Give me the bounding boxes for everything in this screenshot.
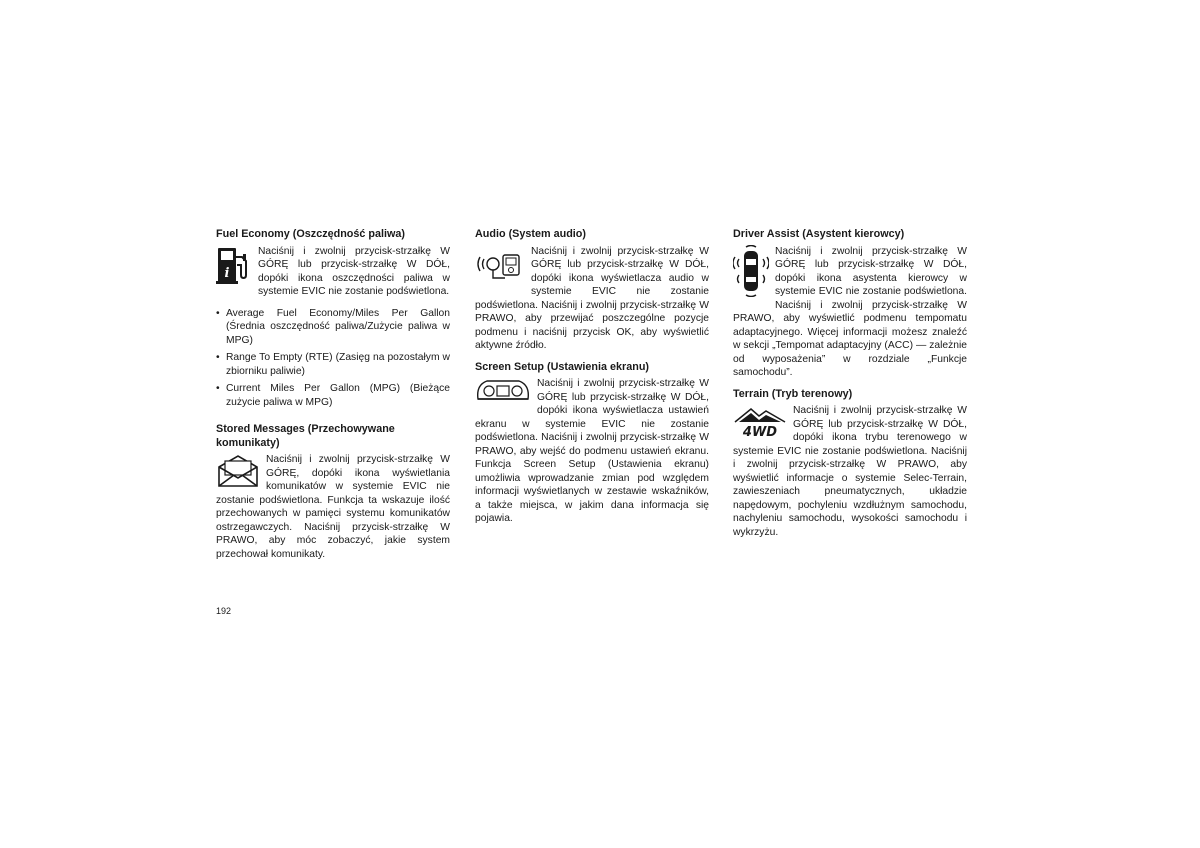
gauge-cluster-icon (475, 377, 531, 403)
section-text: Naciśnij i zwolnij przycisk-strzałkę W GÓRĘ lub przycisk-strzałkę W DÓŁ, dopóki ikona wyświetlacza audio w systemie EVIC nie zostanie podświetlona. Naciśnij i zwolnij przycisk-strzałkę W PRAWO, aby przewijać poszczególne pozycje podmenu i naciśnij przycisk OK, aby wyświetlić aktywne źródło. (475, 245, 709, 351)
audio-icon (475, 245, 525, 283)
section-text: Naciśnij i zwolnij przycisk-strzałkę W GÓRĘ lub przycisk-strzałkę W DÓŁ, dopóki ikona wyświetlacza ustawień ekranu w systemie EVIC nie zostanie podświetlona. Naciśnij i zwolnij przycisk-strzałkę W PRAWO, aby wejść do podmenu ustawień ekranu. Funkcja Screen Setup (Ustawienia ekranu) umożliwia wprowadzanie zmian pod względem informacji wyświetlanych w zestawie wskaźników, a także miejsca, w jakim dana informacja się pojawia. (475, 378, 709, 524)
section-fuel-economy (216, 228, 450, 415)
section-title: Audio (System audio) (475, 228, 586, 240)
section-driver-assist (733, 228, 967, 380)
4wd-label: 4WD (742, 425, 778, 440)
section-audio (475, 228, 709, 353)
envelope-icon (216, 453, 260, 489)
section-text: Naciśnij i zwolnij przycisk-strzałkę W GÓRĘ lub przycisk-strzałkę W DÓŁ, dopóki ikona trybu terenowego w systemie EVIC nie zostanie podświetlona. Naciśnij i zwolnij przycisk-strzałkę W PRAWO, aby wyświetlić informacje o systemie Selec-Terrain, zawieszeniach pneumatycznych, układzie napędowym, pochyleniu wzdłużnym samochodu, nachyleniu samochodu, wysokości samochodu i wykrzyżu. (733, 405, 967, 538)
car-sensor-icon (733, 245, 769, 297)
section-screen-setup (475, 361, 709, 526)
fuel-pump-icon (216, 245, 252, 285)
list-item: • Current Miles Per Gallon (MPG) (Bieżące zużycie paliwa w MPG) (216, 382, 450, 409)
page-number: 192 (216, 606, 232, 616)
list-item: • Average Fuel Economy/Miles Per Gallon (Średnia oszczędność paliwa/Zużycie paliwa w MPG) (216, 307, 450, 348)
column-3 (733, 228, 967, 547)
section-title: Stored Messages (Przechowywane komunikaty) (216, 423, 395, 449)
section-terrain (733, 388, 967, 540)
bullet-list (216, 307, 450, 410)
section-title: Driver Assist (Asystent kierowcy) (733, 228, 905, 240)
4wd-mountain-icon (733, 404, 787, 440)
section-text: Naciśnij i zwolnij przycisk-strzałkę W GÓRĘ, dopóki ikona wyświetlania komunikatów w systemie EVIC nie zostanie podświetlona. Funkcja ta wskazuje ilość przechowanych w pamięci systemu komunikatów ostrzegawczych. Naciśnij przycisk-strzałkę W PRAWO, aby móc zobaczyć, jakie system przechował komunikaty. (216, 454, 450, 560)
section-title: Terrain (Tryb terenowy) (733, 387, 853, 400)
section-title: Fuel Economy (Oszczędność paliwa) (216, 228, 405, 240)
svg-text:i: i (224, 265, 230, 281)
section-stored-messages (216, 423, 450, 561)
section-title: Screen Setup (Ustawienia ekranu) (475, 360, 650, 373)
section-text: Naciśnij i zwolnij przycisk-strzałkę W GÓRĘ lub przycisk-strzałkę W DÓŁ, dopóki ikona asystenta kierowcy w systemie EVIC nie zostanie podświetlona. Naciśnij i zwolnij przycisk-strzałkę W PRAWO, aby wyświetlić podmenu tempomatu adaptacyjnego. Więcej informacji możesz znaleźć w sekcji „Tempomat adaptacyjny (ACC) — zależnie od wyposażenia” w rozdziale „Funkcje samochodu”. (733, 245, 967, 378)
column-2 (475, 228, 709, 534)
column-1 (216, 228, 450, 569)
list-item: • Range To Empty (RTE) (Zasięg na pozostałym w zbiorniku paliwie) (216, 351, 450, 378)
section-text: Naciśnij i zwolnij przycisk-strzałkę W GÓRĘ lub przycisk-strzałkę W DÓŁ, dopóki ikona oszczędności paliwa w systemie EVIC nie zostanie podświetlona. (258, 245, 450, 297)
